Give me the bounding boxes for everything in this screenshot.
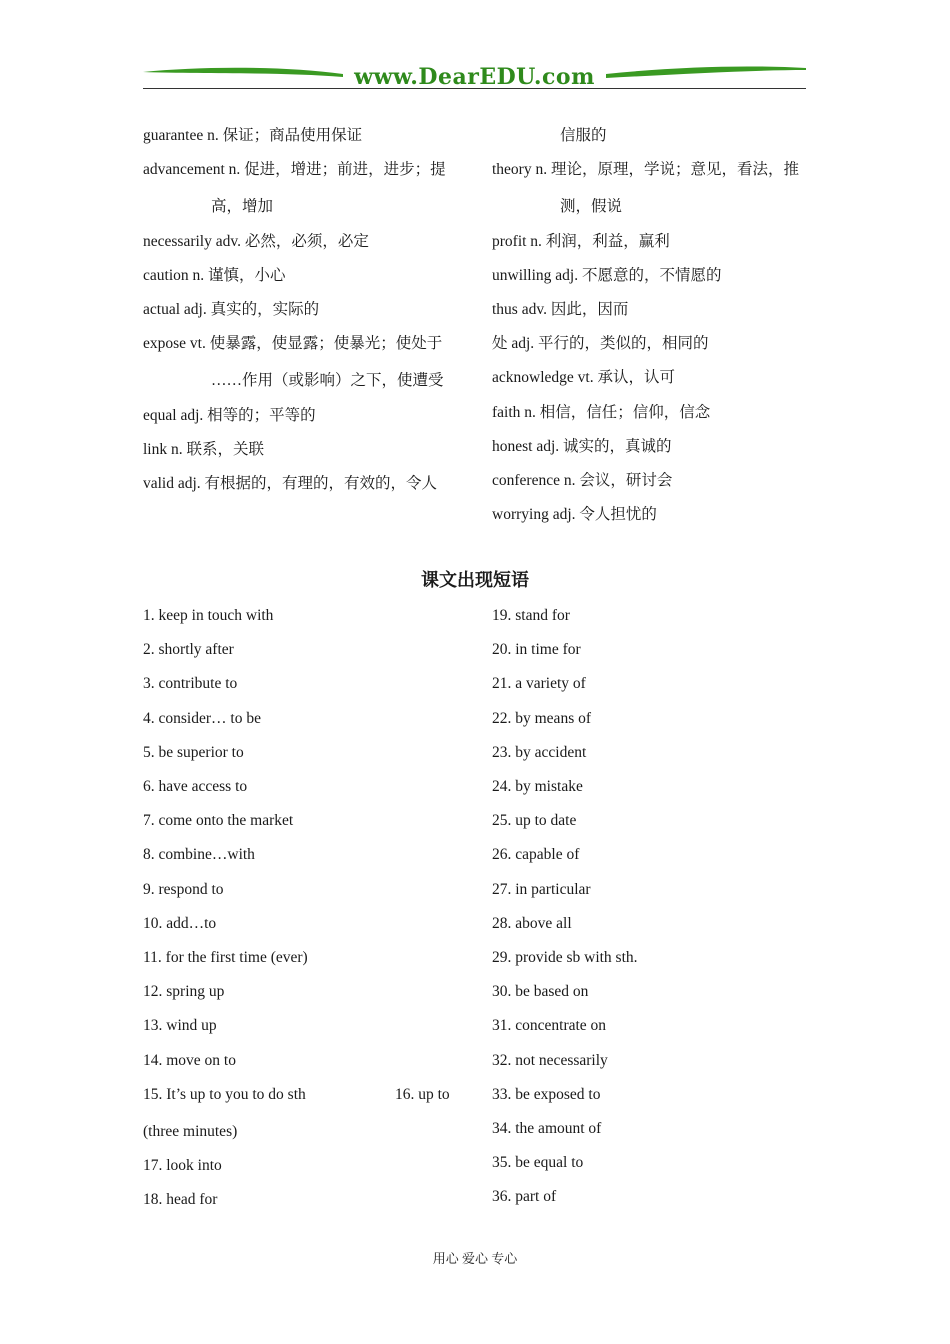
vocab-entry: advancement n. 促进，增进；前进，进步；提	[143, 161, 446, 179]
vocab-entry: guarantee n. 保证；商品使用保证	[143, 127, 363, 144]
phrase-item: 18. head for	[143, 1191, 218, 1209]
vocab-entry: thus adv. 因此，因而	[492, 301, 629, 319]
vocab-entry: conference n. 会议，研讨会	[492, 472, 673, 490]
vocab-entry: necessarily adv. 必然，必须，必定	[143, 232, 369, 250]
vocab-entry-continuation: 高，增加	[211, 198, 274, 216]
phrase-item: 9. respond to	[143, 880, 224, 898]
vocab-entry: honest adj. 诚实的，真诚的	[492, 437, 672, 455]
phrases-left-column	[143, 599, 483, 1218]
vocab-left-column	[143, 119, 461, 501]
phrase-item: 7. come onto the market	[143, 812, 294, 830]
vocab-entry: caution n. 谨慎，小心	[143, 266, 286, 284]
phrase-item: 12. spring up	[143, 983, 225, 1001]
vocab-entry: equal adj. 相等的；平等的	[143, 406, 316, 424]
vocab-entry: unwilling adj. 不愿意的，不情愿的	[492, 266, 722, 284]
phrase-item: 20. in time for	[492, 641, 581, 659]
phrase-item: 24. by mistake	[492, 778, 583, 796]
phrase-item: 3. contribute to	[143, 675, 238, 693]
phrase-item: 19. stand for	[492, 607, 570, 624]
vocab-entry: worrying adj. 令人担忧的	[492, 506, 657, 524]
phrase-item: 16. up to	[395, 1085, 450, 1103]
phrase-item: 22. by means of	[492, 709, 592, 727]
phrase-item: 11. for the first time (ever)	[143, 949, 308, 967]
phrase-item: 13. wind up	[143, 1017, 217, 1035]
vocab-entry-continuation: ……作用（或影响）之下，使遭受	[211, 372, 444, 390]
phrase-item: 25. up to date	[492, 812, 577, 830]
phrase-row	[143, 1078, 483, 1112]
vocab-right-column	[492, 119, 808, 532]
phrase-item: 33. be exposed to	[492, 1085, 601, 1103]
vocab-entry: acknowledge vt. 承认，认可	[492, 369, 675, 387]
phrase-item: 30. be based on	[492, 983, 589, 1001]
vocab-entry: actual adj. 真实的，实际的	[143, 301, 320, 319]
phrase-item: 28. above all	[492, 914, 572, 932]
phrase-item: 14. move on to	[143, 1051, 236, 1069]
phrase-item: 5. be superior to	[143, 743, 244, 761]
vocab-entry: faith n. 相信，信任；信仰，信念	[492, 403, 711, 421]
phrase-item: 2. shortly after	[143, 641, 234, 659]
phrase-item: 26. capable of	[492, 846, 580, 864]
phrase-item: 35. be equal to	[492, 1154, 584, 1172]
phrase-item: 27. in particular	[492, 880, 591, 898]
section-heading: 课文出现短语	[421, 570, 529, 591]
header-banner	[143, 62, 806, 92]
page-footer: 用心 爱心 专心	[432, 1251, 518, 1266]
phrase-item: 17. look into	[143, 1157, 222, 1175]
phrase-item: 6. have access to	[143, 778, 248, 796]
phrase-item: 31. concentrate on	[492, 1017, 607, 1035]
phrase-item: 23. by accident	[492, 743, 587, 761]
header-rule	[143, 88, 806, 89]
phrase-item: 29. provide sb with sth.	[492, 949, 638, 967]
site-logo[interactable]: www.DearEDU.com	[354, 64, 595, 90]
vocab-entry: valid adj. 有根据的，有理的，有效的，令人	[143, 475, 438, 493]
vocab-entry-continuation: 测，假说	[560, 198, 623, 216]
phrase-item: 1. keep in touch with	[143, 607, 274, 624]
phrase-item: 10. add…to	[143, 914, 217, 932]
vocab-entry: theory n. 理论，原理，学说；意见，看法，推	[492, 161, 799, 179]
phrase-item: 15. It’s up to you to do sth	[143, 1085, 306, 1103]
phrase-item: 21. a variety of	[492, 675, 586, 693]
phrases-right-column	[492, 599, 808, 1215]
vocab-entry: expose vt. 使暴露，使显露；使暴光；使处于	[143, 335, 443, 353]
phrase-continuation: (three minutes)	[143, 1123, 238, 1141]
vocab-entry: 处 adj. 平行的，类似的，相同的	[492, 335, 709, 353]
phrase-item: 36. part of	[492, 1188, 557, 1206]
phrase-item: 8. combine…with	[143, 846, 255, 864]
vocab-entry: profit n. 利润，利益，赢利	[492, 232, 670, 250]
vocab-entry-continuation: 信服的	[560, 127, 607, 144]
phrase-item: 32. not necessarily	[492, 1051, 608, 1069]
phrase-item: 34. the amount of	[492, 1120, 602, 1138]
phrase-item: 4. consider… to be	[143, 709, 261, 727]
vocab-entry: link n. 联系，关联	[143, 440, 264, 458]
